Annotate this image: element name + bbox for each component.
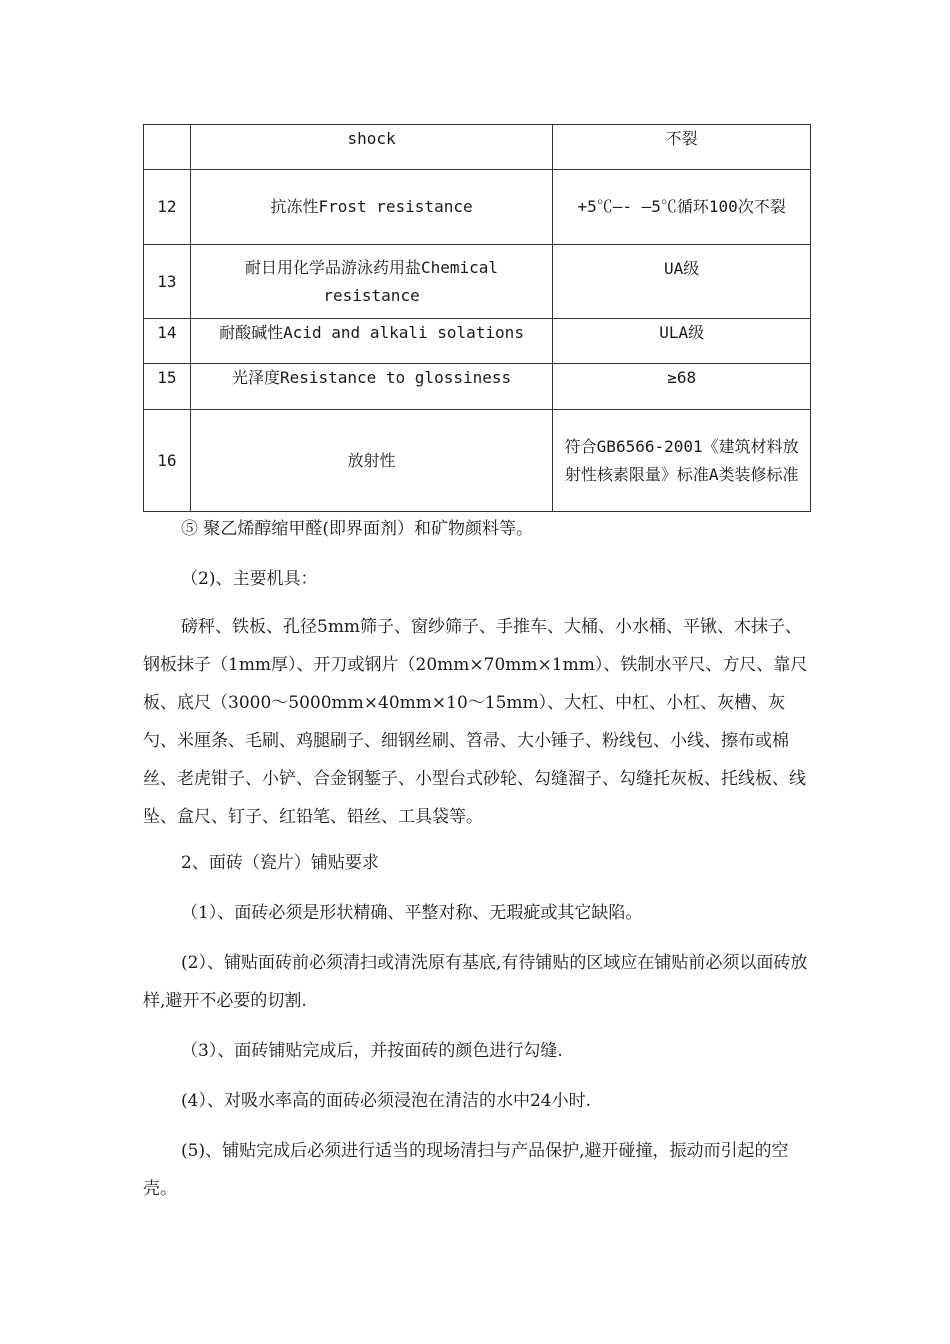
item-name: shock bbox=[190, 125, 553, 170]
paragraph-materials: ⑤ 聚乙烯醇缩甲醛(即界面剂）和矿物颜料等。 bbox=[181, 519, 534, 539]
section-heading-tools: （2)、主要机具： bbox=[181, 569, 318, 589]
row-number: 15 bbox=[144, 364, 191, 410]
item-name: 光泽度Resistance to glossiness bbox=[190, 364, 553, 410]
section-heading-tiling: 2、面砖（瓷片）铺贴要求 bbox=[181, 853, 379, 873]
item-name: 耐酸碱性Acid and alkali solations bbox=[190, 319, 553, 364]
paragraph-tools: 磅秤、铁板、孔径5mm筛子、窗纱筛子、手推车、大桶、小水桶、平锹、木抹子、钢板抹子（1mm厚）、开刀或钢片（20mm×70mm×1mm）、铁制水平尺、方尺、靠尺板、底尺（3000～5000mm×40mm×10～15mm）、大杠、中杠、小杠、灰槽、灰勺、米厘条、毛刷、鸡腿刷子、细钢丝刷、笤帚、大小锤子、粉线包、小线、擦布或棉丝、老虎钳子、小铲、合金钢錾子、小型台式砂轮、勾缝溜子、勾缝托灰板、托线板、线坠、盒尺、钉子、红铅笔、铅丝、工具袋等。 bbox=[143, 617, 808, 827]
row-number: 16 bbox=[144, 410, 191, 512]
row-number: 13 bbox=[144, 245, 191, 319]
row-number: 12 bbox=[144, 170, 191, 245]
row-number bbox=[144, 125, 191, 170]
paragraph-req-2: (2）、铺贴面砖前必须清扫或清洗原有基底,有待铺贴的区域应在铺贴前必须以面砖放样,避开不必要的切割. bbox=[143, 953, 808, 1011]
item-value: 符合GB6566-2001《建筑材料放射性核素限量》标准A类装修标准 bbox=[553, 410, 811, 512]
item-name: 抗冻性Frost resistance bbox=[190, 170, 553, 245]
table-row bbox=[144, 364, 811, 410]
paragraph-req-4: (4）、对吸水率高的面砖必须浸泡在清洁的水中24小时. bbox=[181, 1091, 591, 1111]
item-value: ULA级 bbox=[553, 319, 811, 364]
table-row bbox=[144, 170, 811, 245]
table-row bbox=[144, 245, 811, 319]
paragraph-req-1: （1）、面砖必须是形状精确、平整对称、无瑕疵或其它缺陷。 bbox=[181, 903, 643, 923]
table-row bbox=[144, 319, 811, 364]
table-row bbox=[144, 410, 811, 512]
spec-table bbox=[143, 124, 811, 512]
table-row bbox=[144, 125, 811, 170]
item-name: 放射性 bbox=[190, 410, 553, 512]
item-value: UA级 bbox=[553, 245, 811, 319]
item-value: 不裂 bbox=[553, 125, 811, 170]
item-value: +5℃—- —5℃循环100次不裂 bbox=[553, 170, 811, 245]
item-name: 耐日用化学品游泳药用盐Chemical resistance bbox=[190, 245, 553, 319]
row-number: 14 bbox=[144, 319, 191, 364]
item-value: ≥68 bbox=[553, 364, 811, 410]
paragraph-req-5: (5)、铺贴完成后必须进行适当的现场清扫与产品保护,避开碰撞，振动而引起的空壳。 bbox=[143, 1141, 789, 1199]
paragraph-req-3: （3）、面砖铺贴完成后，并按面砖的颜色进行勾缝. bbox=[181, 1041, 563, 1061]
